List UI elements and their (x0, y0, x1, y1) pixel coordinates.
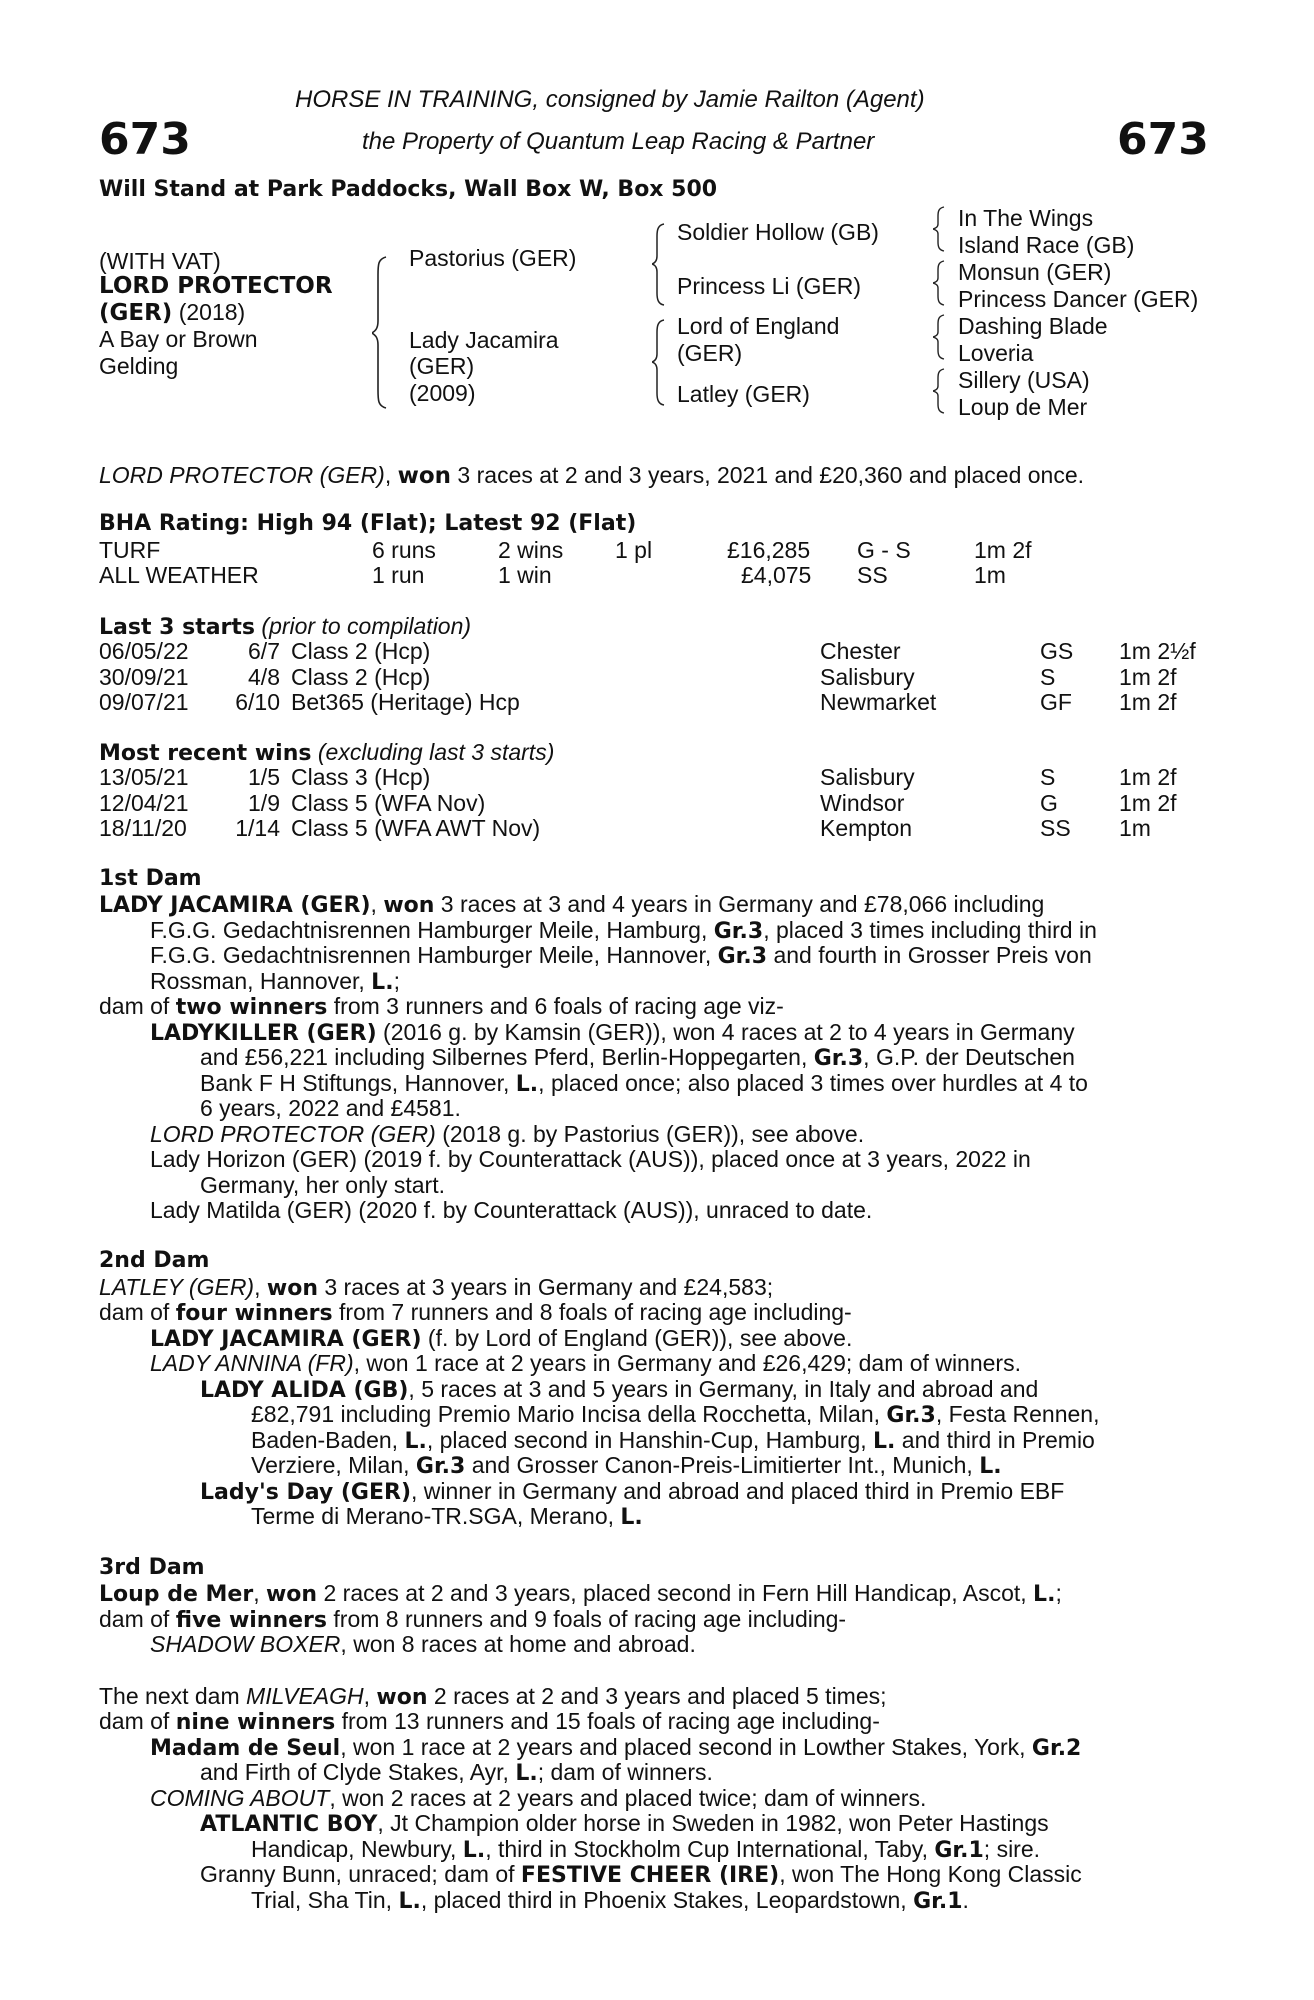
rating-aw-wins: 1 win (498, 562, 552, 588)
rating-aw-runs: 1 run (372, 562, 425, 588)
recent-cell-date: 13/05/21 (99, 764, 189, 790)
recent-cell-date: 18/11/20 (99, 815, 187, 841)
nextdam-won: won (376, 1685, 428, 1710)
nextdam-text6b: , Jt Champion older horse in Sweden in 1982, won Peter Hastings (377, 1810, 1049, 1836)
nextdam-text2c: from 13 runners and 15 foals of racing age including- (335, 1708, 880, 1734)
g-8: Loup de Mer (958, 394, 1088, 420)
dam2-won: won (266, 1276, 318, 1301)
dam2-text8a: Verziere, Milan, (251, 1452, 416, 1478)
dam2-progeny-ladyannina: LADY ANNINA (FR) (150, 1350, 354, 1376)
last3-cell-date: 06/05/22 (99, 638, 189, 664)
recent-cell-race: Class 5 (WFA Nov) (291, 789, 486, 816)
dam2-title: 2nd Dam (99, 1248, 210, 1273)
dam1-line10 (150, 1121, 864, 1148)
recent-cell-race: Class 5 (WFA AWT Nov) (291, 815, 541, 841)
sire-dam: Princess Li (GER) (677, 273, 862, 299)
dam3-text2c: from 8 runners and 9 foals of racing age including- (327, 1606, 847, 1632)
g-bracket-1 (933, 205, 947, 253)
dam3-title: 3rd Dam (99, 1555, 205, 1580)
dam1-text8a: Bank F H Stiftungs, Hannover, (200, 1070, 516, 1096)
dam2-line4 (150, 1350, 1021, 1377)
dam2-line7 (251, 1427, 1095, 1454)
recent-cell-dist: 1m 2f (1119, 789, 1177, 816)
rating-turf-runs: 6 runs (372, 537, 436, 563)
last3-cell-date: 30/09/21 (99, 663, 189, 690)
nextdam-line7 (251, 1836, 1040, 1863)
dam1-line4 (150, 968, 400, 995)
nextdam-progeny-madamdeseul: Madam de Seul (150, 1736, 341, 1761)
last3-cell-race: Bet365 (Heritage) Hcp (291, 689, 520, 715)
dam2-text1c: 3 races at 3 years in Germany and £24,583; (317, 1274, 774, 1300)
dam1-listed8: L. (515, 1072, 539, 1097)
dam3-line1: Loup de Mer, won 2 races at 2 and 3 years, placed second in Fern Hill Handicap, Ascot, L.; (99, 1580, 1062, 1607)
dam1-text1: 3 races at 3 and 4 years in Germany and £78,066 including (434, 891, 1045, 917)
dam2-text2a: dam of (99, 1299, 176, 1325)
nextdam-text1d: 2 races at 2 and 3 years and placed 5 times; (427, 1683, 887, 1709)
nextdam-line5 (150, 1785, 926, 1812)
dam2-progeny-ladysday: Lady's Day (GER) (200, 1480, 412, 1505)
recent-cell-course: Kempton (820, 815, 913, 841)
nextdam-text7e: ; sire. (983, 1836, 1041, 1862)
dam1-line6 (150, 1019, 1075, 1046)
last3-cell-pos: 6/7 (248, 638, 280, 664)
nextdam-line6 (200, 1810, 1049, 1837)
nextdam-line8 (200, 1861, 1082, 1888)
dam2-text6a: £82,791 including Premio Mario Incisa della Rocchetta, Milan, (251, 1401, 887, 1427)
dam2-text8c: and Grosser Canon-Preis-Limitierter Int., Munich, (465, 1452, 980, 1478)
dam2-line8 (251, 1452, 1002, 1479)
dam-line-bracket (652, 318, 668, 408)
last3-cell-pos: 4/8 (248, 663, 280, 690)
g-7: Sillery (USA) (958, 367, 1090, 393)
dam2-line1: LATLEY (GER), won 3 races at 3 years in Germany and £24,583; (99, 1274, 774, 1301)
dam1-text8c: , placed once; also placed 3 times over hurdles at 4 to (538, 1070, 1088, 1096)
nextdam-line9 (251, 1887, 969, 1914)
rating-turf-surface: TURF (99, 537, 161, 563)
g-bracket-2 (933, 259, 947, 307)
dam1-text3c: and fourth in Grosser Preis von (767, 942, 1092, 968)
dam1-winners: two winners (175, 995, 328, 1020)
last3-cell-going: GF (1040, 689, 1072, 715)
nextdam-text5b: , won 2 races at 2 years and placed twice; dam of winners. (329, 1785, 927, 1811)
last3-cell-course: Newmarket (820, 689, 937, 715)
dam3-winners: five winners (175, 1608, 328, 1633)
sire-line-bracket (652, 222, 668, 307)
dam1-line13: Lady Matilda (GER) (2020 f. by Counterattack (AUS)), unraced to date. (150, 1197, 873, 1223)
rating-aw-going: SS (857, 562, 888, 588)
dam1-grade2: Gr.3 (713, 919, 764, 944)
dam1-progeny-ladykiller: LADYKILLER (GER) (150, 1021, 377, 1046)
vat-note: (WITH VAT) (99, 248, 221, 274)
dam1-text7a: and £56,221 including Silbernes Pferd, Berlin-Hoppegarten, (200, 1044, 814, 1070)
dam-sire-line2: (GER) (677, 340, 743, 366)
horse-colour: A Bay or Brown (99, 326, 258, 352)
nextdam-text7c: , third in Stockholm Cup International, Taby, (485, 1836, 935, 1862)
last3-cell-dist: 1m 2f (1119, 663, 1177, 690)
dam1-text3a: F.G.G. Gedachtnisrennen Hamburger Meile, Hannover, (150, 942, 718, 968)
dam1-line11: Lady Horizon (GER) (2019 f. by Counterattack (AUS)), placed once at 3 years, 2022 in (150, 1146, 1031, 1172)
dam1-grade3: Gr.3 (717, 944, 768, 969)
recent-cell-date: 12/04/21 (99, 789, 189, 816)
dam-sire-line1: Lord of England (677, 313, 840, 339)
dam2-line6 (251, 1401, 1099, 1428)
horse-name: LORD PROTECTOR (99, 273, 333, 299)
recent-cell-going: SS (1040, 815, 1071, 841)
dam1-line1: LADY JACAMIRA (GER), won 3 races at 3 and 4 years in Germany and £78,066 including (99, 891, 1045, 918)
race-summary: LORD PROTECTOR (GER), won 3 races at 2 and 3 years, 2021 and £20,360 and placed once. (99, 462, 1085, 489)
dam2-line10 (251, 1503, 643, 1530)
last3-title: Last 3 starts (99, 615, 256, 640)
dam3-listed: L. (1033, 1582, 1056, 1607)
dam2-text7c: , placed second in Hanshin-Cup, Hamburg, (426, 1427, 874, 1453)
g-6: Loveria (958, 340, 1034, 366)
sire-sire: Soldier Hollow (GB) (677, 219, 879, 245)
dam3-text2a: dam of (99, 1606, 176, 1632)
dam2-progeny-ladyalida: LADY ALIDA (GB) (200, 1378, 409, 1403)
dam2-text7a: Baden-Baden, (251, 1427, 405, 1453)
summary-won: won (397, 463, 452, 489)
dam2-winners: four winners (175, 1301, 333, 1326)
nextdam-line3 (150, 1734, 1081, 1761)
nextdam-grade3: Gr.2 (1031, 1736, 1082, 1761)
recent-cell-going: G (1040, 789, 1058, 816)
nextdam-progeny-comingabout: COMING ABOUT (150, 1785, 330, 1811)
rating-turf-wins: 2 wins (498, 537, 564, 563)
dam2-line5 (200, 1376, 1038, 1403)
rating-turf-pl: 1 pl (615, 537, 653, 563)
dam3-won: won (265, 1582, 318, 1607)
dam1-line8 (200, 1070, 1088, 1097)
g-3: Monsun (GER) (958, 259, 1112, 285)
nextdam-progeny-atlanticboy: ATLANTIC BOY (200, 1812, 378, 1837)
dam1-text4c: ; (393, 968, 400, 994)
dam-line3: (2009) (409, 380, 476, 406)
recent-cell-dist: 1m (1119, 815, 1151, 841)
lot-number-left: 673 (99, 114, 191, 165)
last3-cell-pos: 6/10 (235, 689, 280, 715)
dam1-line3 (150, 942, 1092, 969)
summary-text: 3 races at 2 and 3 years, 2021 and £20,360 and placed once. (451, 462, 1085, 488)
nextdam-text4c: ; dam of winners. (537, 1759, 713, 1785)
last3-cell-dist: 1m 2f (1119, 689, 1177, 715)
dam1-text2a: F.G.G. Gedachtnisrennen Hamburger Meile, Hamburg, (150, 917, 714, 943)
dam2-text4b: , won 1 race at 2 years in Germany and £26,429; dam of winners. (353, 1350, 1021, 1376)
dam3-name: Loup de Mer (99, 1582, 254, 1607)
dam2-listed7a: L. (404, 1429, 427, 1454)
g-2: Island Race (GB) (958, 232, 1135, 258)
dam1-grade7: Gr.3 (813, 1046, 864, 1071)
dam1-text5a: dam of (99, 993, 176, 1019)
recent-cell-race: Class 3 (Hcp) (291, 764, 431, 790)
last3-cell-course: Salisbury (820, 663, 915, 690)
dam1-text10b: (2018 g. by Pastorius (GER)), see above. (435, 1121, 865, 1147)
dam2-progeny-ladyjacamira: LADY JACAMIRA (GER) (150, 1327, 422, 1352)
recent-cell-course: Windsor (820, 789, 905, 816)
dam1-line5 (99, 993, 784, 1020)
dam2-text2c: from 7 runners and 8 foals of racing age including- (332, 1299, 852, 1325)
dam3-text1c: 2 races at 2 and 3 years, placed second in Fern Hill Handicap, Ascot, (317, 1580, 1034, 1606)
property-line: the Property of Quantum Leap Racing & Partner (362, 128, 875, 155)
dam2-text10a: Terme di Merano-TR.SGA, Merano, (251, 1503, 621, 1529)
dam3-progeny-shadowboxer: SHADOW BOXER (150, 1631, 341, 1657)
consignor-line: HORSE IN TRAINING, consigned by Jamie Railton (Agent) (295, 86, 925, 113)
dam3-text3b: , won 8 races at home and abroad. (340, 1631, 696, 1657)
sire-dam-bracket (372, 255, 392, 410)
dam2-text9b: , winner in Germany and abroad and placed third in Premio EBF (411, 1478, 1065, 1504)
dam3-text1e: ; (1055, 1580, 1062, 1606)
horse-year: (2018) (178, 299, 246, 325)
dam-line1: Lady Jacamira (409, 327, 559, 353)
nextdam-text7a: Handicap, Newbury, (251, 1836, 463, 1862)
recent-title: Most recent wins (99, 741, 312, 766)
last3-note: (prior to compilation) (261, 613, 472, 639)
rating-aw-money: £4,075 (741, 562, 812, 588)
summary-name: LORD PROTECTOR (GER) (99, 462, 385, 488)
dam1-won: won (383, 893, 435, 918)
nextdam-name: MILVEAGH (246, 1683, 364, 1709)
dam1-text5c: from 3 runners and 6 foals of racing age viz- (327, 993, 784, 1019)
rating-turf-dist: 1m 2f (974, 537, 1032, 563)
dam1-line7 (200, 1044, 1075, 1071)
g-5: Dashing Blade (958, 313, 1108, 339)
dam1-line9: 6 years, 2022 and £4581. (200, 1095, 461, 1121)
dam1-line2 (150, 917, 1097, 944)
nextdam-line2 (99, 1708, 880, 1735)
last3-cell-going: GS (1040, 638, 1074, 664)
dam2-text6c: , Festa Rennen, (935, 1401, 1100, 1427)
last3-heading (99, 613, 471, 640)
recent-heading (99, 739, 554, 766)
nextdam-listed9: L. (398, 1889, 421, 1914)
last3-cell-going: S (1040, 663, 1056, 690)
dam3-line2 (99, 1606, 846, 1633)
recent-cell-dist: 1m 2f (1119, 764, 1177, 790)
nextdam-listed4: L. (515, 1761, 538, 1786)
last3-cell-date: 09/07/21 (99, 689, 189, 715)
nextdam-grade9: Gr.1 (913, 1889, 963, 1914)
recent-cell-pos: 1/14 (235, 815, 280, 841)
dam1-listed4: L. (371, 970, 394, 995)
g-1: In The Wings (958, 205, 1094, 231)
dam2-line3 (150, 1325, 852, 1352)
dam1-text2c: , placed 3 times including third in (763, 917, 1097, 943)
dam-dam: Latley (GER) (677, 381, 810, 407)
rating-aw-surface: ALL WEATHER (99, 562, 259, 588)
nextdam-text9c: , placed third in Phoenix Stakes, Leopardstown, (420, 1887, 914, 1913)
lot-number-right: 673 (1117, 114, 1209, 165)
last3-cell-race: Class 2 (Hcp) (291, 638, 431, 664)
recent-cell-pos: 1/5 (248, 764, 280, 790)
nextdam-text2a: dam of (99, 1708, 176, 1734)
last3-cell-dist: 1m 2½f (1119, 638, 1196, 664)
horse-sex: Gelding (99, 353, 179, 379)
dam2-name: LATLEY (GER) (99, 1274, 255, 1300)
dam1-name: LADY JACAMIRA (GER) (99, 893, 371, 918)
dam2-grade8: Gr.3 (415, 1454, 466, 1479)
recent-cell-pos: 1/9 (248, 789, 280, 816)
dam1-text7c: , G.P. der Deutschen (863, 1044, 1075, 1070)
dam2-text5b: , 5 races at 3 and 5 years in Germany, in Italy and abroad and (408, 1376, 1039, 1402)
last3-cell-course: Chester (820, 638, 901, 664)
nextdam-line4 (200, 1759, 713, 1786)
dam2-grade6: Gr.3 (886, 1403, 936, 1428)
dam2-text3b: (f. by Lord of England (GER)), see above. (421, 1325, 853, 1351)
rating-turf-money: £16,285 (727, 537, 811, 563)
nextdam-line1: The next dam MILVEAGH, won 2 races at 2 and 3 years and placed 5 times; (99, 1683, 887, 1710)
nextdam-text1a: The next dam (99, 1683, 247, 1709)
nextdam-text4a: and Firth of Clyde Stakes, Ayr, (200, 1759, 516, 1785)
bha-rating: BHA Rating: High 94 (Flat); Latest 92 (Flat) (99, 511, 637, 536)
nextdam-progeny-festivecheer: FESTIVE CHEER (IRE) (520, 1863, 780, 1888)
nextdam-text9e: . (962, 1887, 969, 1913)
nextdam-text8a: Granny Bunn, unraced; dam of (200, 1861, 521, 1887)
nextdam-text9a: Trial, Sha Tin, (251, 1887, 399, 1913)
dam1-line12: Germany, her only start. (200, 1172, 445, 1198)
dam-line2: (GER) (409, 353, 475, 379)
dam2-line9 (200, 1478, 1064, 1505)
dam1-title: 1st Dam (99, 866, 202, 891)
dam1-text6b: (2016 g. by Kamsin (GER)), won 4 races at 2 to 4 years in Germany (376, 1019, 1075, 1045)
dam2-listed10: L. (620, 1505, 643, 1530)
g-bracket-3 (933, 313, 947, 361)
recent-cell-going: S (1040, 764, 1056, 790)
dam2-line2 (99, 1299, 852, 1326)
dam3-line3 (150, 1631, 696, 1658)
g-4: Princess Dancer (GER) (958, 286, 1199, 312)
horse-country: (GER) (99, 300, 173, 326)
sire: Pastorius (GER) (409, 245, 577, 271)
last3-cell-race: Class 2 (Hcp) (291, 663, 431, 690)
rating-aw-dist: 1m (974, 562, 1006, 588)
nextdam-text8c: , won The Hong Kong Classic (779, 1861, 1082, 1887)
rating-turf-going: G - S (857, 537, 911, 563)
nextdam-winners: nine winners (175, 1710, 336, 1735)
g-bracket-4 (933, 367, 947, 415)
nextdam-listed7: L. (462, 1838, 486, 1863)
recent-cell-course: Salisbury (820, 764, 915, 790)
dam2-listed8: L. (979, 1454, 1002, 1479)
dam2-listed7b: L. (873, 1429, 896, 1454)
horse-origin (99, 299, 245, 326)
nextdam-grade7: Gr.1 (934, 1838, 984, 1863)
dam2-text7e: and third in Premio (895, 1427, 1095, 1453)
dam1-progeny-lordprotector: LORD PROTECTOR (GER) (150, 1121, 436, 1147)
stand-location: Will Stand at Park Paddocks, Wall Box W, Box 500 (99, 177, 718, 202)
dam1-text4a: Rossman, Hannover, (150, 968, 372, 994)
recent-note: (excluding last 3 starts) (317, 739, 555, 765)
nextdam-text3b: , won 1 race at 2 years and placed second in Lowther Stakes, York, (340, 1734, 1032, 1760)
